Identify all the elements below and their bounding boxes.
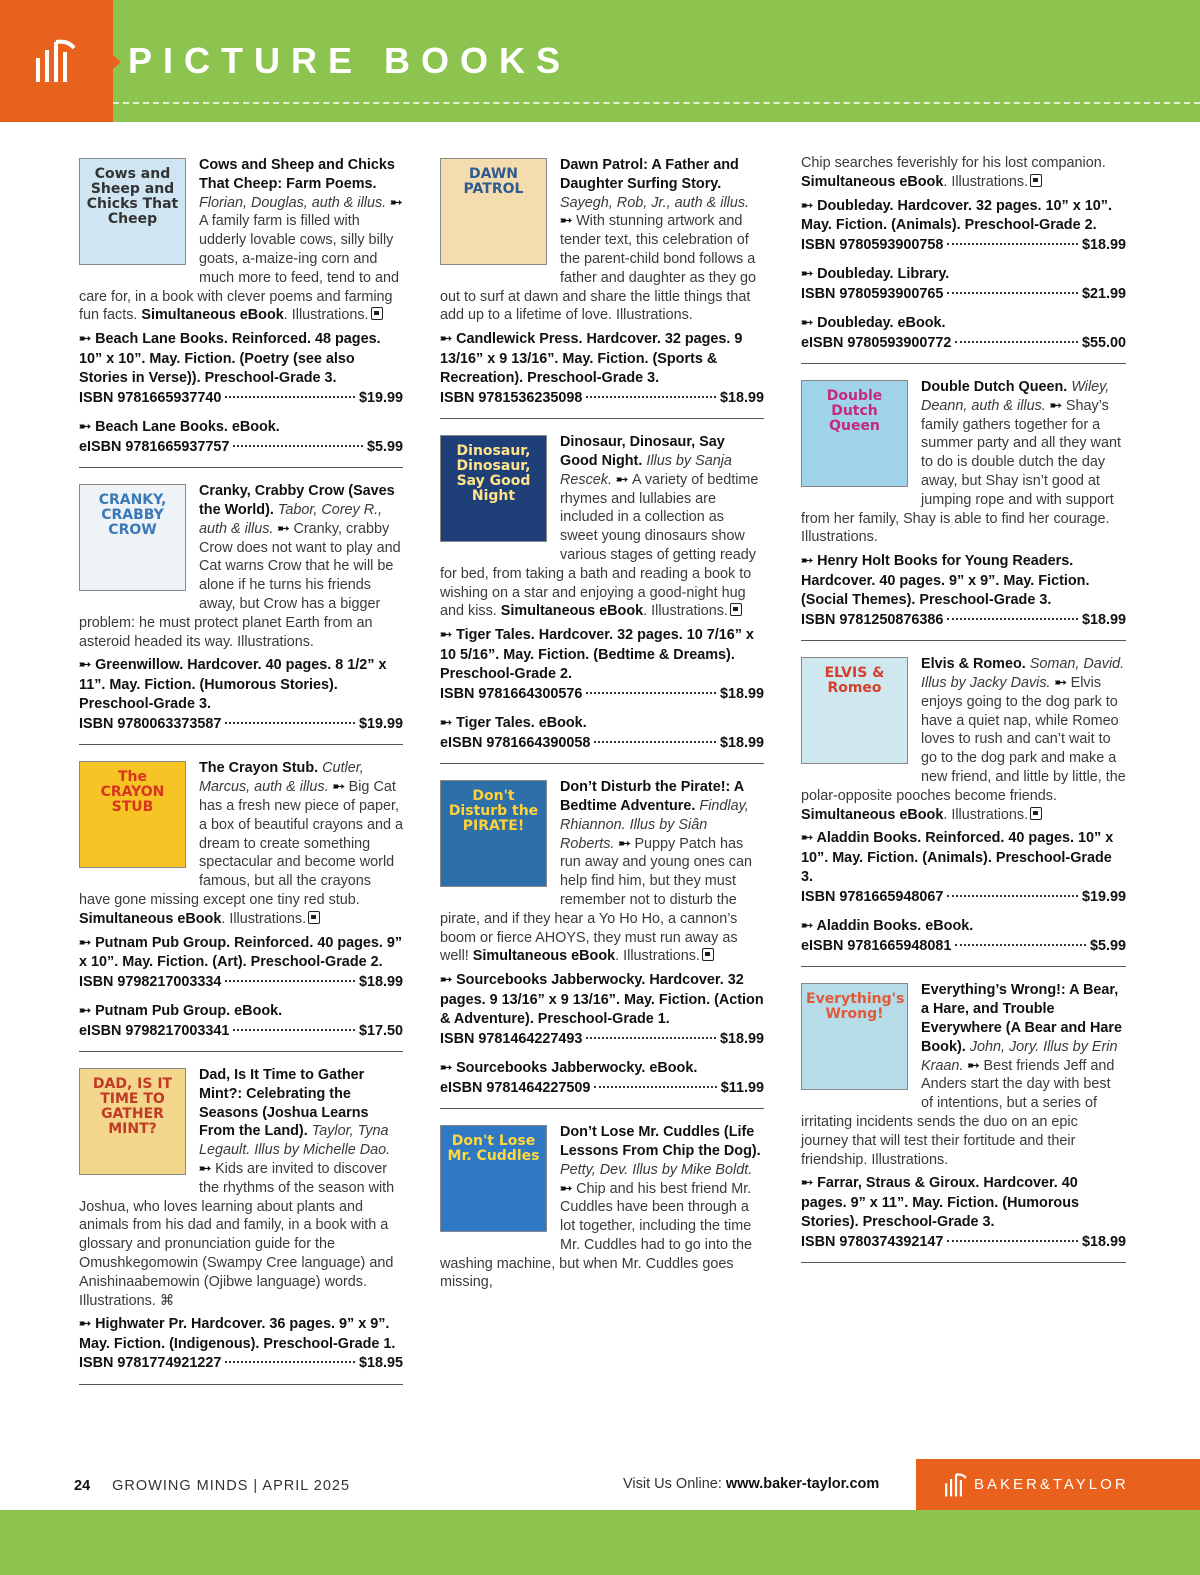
book-cover[interactable] bbox=[801, 380, 908, 487]
book-summary: Elvis enjoys going to the dog park to have a quiet nap, while Romeo loves to rush and can’t wait to go to the dog park and make a new friend, and little by little, the polar-opposite pooches become friends. bbox=[801, 675, 1126, 804]
book-entry bbox=[801, 154, 1126, 364]
arrow-icon: ➸ bbox=[277, 520, 294, 537]
dot-leader bbox=[947, 292, 1078, 294]
arrow-icon: ➸ bbox=[618, 835, 635, 852]
ebook-icon bbox=[371, 307, 383, 320]
illustrations-label: . Illustrations. bbox=[643, 603, 728, 620]
simultaneous-ebook-label: Simultaneous eBook bbox=[472, 948, 616, 965]
illustrations-label: . Illustrations. bbox=[615, 948, 700, 965]
isbn: eISBN 9781664390058 bbox=[440, 734, 591, 751]
isbn-price-line bbox=[801, 334, 1126, 354]
isbn: ISBN 9781536235098 bbox=[440, 389, 583, 406]
visit-label: Visit Us Online: bbox=[623, 1476, 726, 1492]
book-summary: Best friends Jeff and Anders start the day with best of intentions, but a series of irritating incidents sends the duo on an epic journey that will test their fortitude and their friendship. Illustrations. bbox=[801, 1057, 1115, 1168]
book-cover[interactable] bbox=[79, 158, 186, 265]
edition-info bbox=[79, 1315, 403, 1374]
book-entry bbox=[801, 653, 1126, 967]
edition-details: Aladdin Books. Reinforced. 40 pages. 10” x 10”. May. Fiction. (Animals). Preschool-Grade 3. bbox=[801, 830, 1114, 886]
edition-details: Doubleday. Library. bbox=[817, 266, 950, 283]
dot-leader bbox=[947, 618, 1078, 620]
simultaneous-ebook-label: Simultaneous eBook bbox=[79, 910, 222, 927]
edition-info bbox=[801, 265, 1126, 304]
arrow-icon: ➸ bbox=[801, 830, 817, 847]
book-entry bbox=[79, 480, 403, 745]
book-summary: Big Cat has a fresh new piece of paper, a box of beautiful crayons and a dream to create something spectacular and become world famous, but all the crayons have gone missing except one tiny red stub. bbox=[79, 779, 404, 908]
book-author: Florian, Douglas, auth & illus. bbox=[199, 194, 387, 211]
edition-info bbox=[801, 552, 1126, 630]
book-title: Don’t Disturb the Pirate!: A Bedtime Adventure. bbox=[560, 779, 744, 814]
book-author: Petty, Dev. Illus by Mike Boldt. bbox=[560, 1161, 753, 1178]
isbn-price-line bbox=[440, 1030, 764, 1050]
price: $18.99 bbox=[719, 685, 764, 702]
book-cover[interactable] bbox=[79, 484, 186, 591]
book-author: Wiley, Deann, auth & illus. bbox=[921, 379, 1110, 414]
book-summary: Cranky, crabby Crow does not want to play and Cat warns Crow that he will be alone if he turns his friends away, but Crow has a bigger problem: he must protect planet Earth from an asteroid headed its way. Illustrations. bbox=[79, 520, 401, 650]
book-author: Cutler, Marcus, auth & illus. bbox=[199, 760, 364, 796]
book-author: John, Jory. Illus by Erin Kraan. bbox=[921, 1038, 1118, 1074]
edition-info bbox=[79, 1002, 403, 1041]
price: $18.95 bbox=[358, 1355, 403, 1372]
website-link[interactable]: www.baker-taylor.com bbox=[725, 1476, 880, 1492]
edition-info bbox=[440, 1059, 764, 1098]
book-summary: A variety of bedtime rhymes and lullabies are included in a collection as sweet young dinosaurs show various stages of getting ready for bed, from taking a bath and reading a book to wishing on a star and enjoying a good-night hug and kiss. bbox=[440, 471, 759, 620]
dot-leader bbox=[225, 722, 355, 724]
isbn: ISBN 9781464227493 bbox=[440, 1030, 583, 1047]
dot-leader bbox=[947, 243, 1078, 245]
price: $55.00 bbox=[1081, 334, 1126, 351]
edition-details: Sourcebooks Jabberwocky. eBook. bbox=[456, 1060, 698, 1077]
arrow-icon: ➸ bbox=[440, 972, 457, 989]
dot-leader bbox=[586, 1037, 716, 1039]
arrow-icon: ➸ bbox=[390, 194, 403, 211]
isbn: ISBN 9781774921227 bbox=[79, 1355, 222, 1372]
illustrations-label: . Illustrations. bbox=[221, 910, 307, 927]
footer-visit bbox=[623, 1476, 879, 1492]
arrow-icon: ➸ bbox=[967, 1057, 984, 1074]
book-author: Findlay, Rhiannon. Illus by Siân Roberts. bbox=[560, 797, 749, 852]
book-cover[interactable] bbox=[440, 780, 547, 887]
book-cover-title: DAWN PATROL bbox=[463, 166, 524, 197]
edition-info bbox=[440, 971, 764, 1049]
arrow-icon: ➸ bbox=[1049, 397, 1066, 414]
arrow-icon: ➸ bbox=[801, 1175, 818, 1192]
book-summary: Shay’s family gathers together for a summer party and all they want to do is double dutch the day away, but Shay isn’t good at jumping rope and with support from her family, Shay is able to find her courage. Illustrations. bbox=[801, 397, 1121, 546]
edition-details: Beach Lane Books. eBook. bbox=[95, 419, 280, 436]
isbn-price-line bbox=[801, 888, 1126, 908]
arrow-icon: ➸ bbox=[79, 419, 96, 436]
arrow-icon: ➸ bbox=[332, 779, 349, 796]
isbn: ISBN 9780593900765 bbox=[801, 285, 944, 302]
book-title: Dawn Patrol: A Father and Daughter Surfing Story. bbox=[560, 157, 739, 192]
edition-info bbox=[440, 330, 764, 408]
arrow-icon: ➸ bbox=[801, 315, 818, 332]
book-cover-title: Double Dutch Queen bbox=[826, 388, 883, 435]
isbn-price-line bbox=[79, 1354, 403, 1374]
book-author: Taylor, Tyna Legault. Illus by Michelle Dao. bbox=[199, 1123, 391, 1159]
book-description-block bbox=[801, 154, 1126, 192]
book-title: Everything’s Wrong!: A Bear, a Hare, and Trouble Everywhere (A Bear and Hare Book). bbox=[921, 982, 1123, 1055]
edition-info bbox=[79, 656, 403, 734]
edition-details: Sourcebooks Jabberwocky. Hardcover. 32 pages. 9 13/16” x 9 13/16”. May. Fiction. (Action & Adventure). Preschool-Grade 1. bbox=[440, 972, 764, 1028]
book-author: Tabor, Corey R., auth & illus. bbox=[199, 501, 383, 537]
book-cover-title: Don't Lose Mr. Cuddles bbox=[447, 1133, 540, 1165]
book-title: Don’t Lose Mr. Cuddles (Life Lessons From Chip the Dog). bbox=[560, 1124, 761, 1159]
price: $19.99 bbox=[358, 715, 403, 732]
price: $11.99 bbox=[720, 1079, 764, 1096]
isbn-price-line bbox=[79, 715, 403, 735]
simultaneous-ebook-label: Simultaneous eBook bbox=[500, 603, 644, 620]
arrow-icon: ➸ bbox=[615, 471, 633, 488]
book-summary: With stunning artwork and tender text, this celebration of the parent-child bond follows a father and daughter as they go out to surf at dawn and share the little things that add up to a lifetime of love. Illustrations. bbox=[440, 213, 757, 324]
book-entry bbox=[79, 154, 403, 468]
edition-info bbox=[79, 418, 403, 457]
price: $18.99 bbox=[1081, 236, 1126, 253]
book-cover[interactable] bbox=[440, 158, 547, 265]
book-cover[interactable] bbox=[801, 983, 908, 1090]
book-entry bbox=[801, 979, 1126, 1263]
column-1 bbox=[79, 154, 403, 1397]
isbn: eISBN 9781665937757 bbox=[79, 438, 230, 455]
ebook-icon bbox=[730, 603, 742, 616]
price: $5.99 bbox=[1089, 937, 1126, 954]
isbn: eISBN 9781665948081 bbox=[801, 937, 952, 954]
publication-name: GROWING MINDS | APRIL 2025 bbox=[112, 1478, 351, 1494]
isbn-price-line bbox=[440, 685, 764, 705]
arrow-icon: ➸ bbox=[560, 1180, 577, 1197]
book-entry bbox=[440, 431, 764, 764]
isbn: ISBN 9781665948067 bbox=[801, 888, 944, 905]
book-cover-title: ELVIS & Romeo bbox=[824, 665, 885, 697]
edition-details: Tiger Tales. Hardcover. 32 pages. 10 7/16” x 10 5/16”. May. Fiction. (Bedtime & Dreams). Preschool-Grade 2. bbox=[440, 627, 754, 683]
isbn-price-line bbox=[79, 973, 403, 993]
header-divider bbox=[113, 102, 1200, 104]
book-summary: Kids are invited to discover the rhythms of the season with Joshua, who loves learning about plants and animals from his dad and family, in a book with a glossary and pronunciation guide for the Omushkegomowin (Swampy Cree language) and Anishinaabemowin (Ojibwe language) words. Illustrations. ⌘ bbox=[79, 1161, 395, 1309]
price: $17.50 bbox=[358, 1022, 403, 1039]
isbn-price-line bbox=[79, 389, 403, 409]
isbn: ISBN 9780374392147 bbox=[801, 1233, 944, 1250]
isbn-price-line bbox=[440, 734, 764, 754]
baker-taylor-logo-icon bbox=[34, 38, 78, 84]
isbn: ISBN 9798217003334 bbox=[79, 973, 222, 990]
book-title: Elvis & Romeo. bbox=[921, 656, 1026, 673]
arrow-icon: ➸ bbox=[801, 553, 818, 570]
illustrations-label: . Illustrations. bbox=[943, 806, 1029, 823]
price: $18.99 bbox=[719, 1030, 764, 1047]
price: $18.99 bbox=[358, 973, 403, 990]
arrow-icon: ➸ bbox=[801, 266, 818, 283]
isbn: eISBN 9798217003341 bbox=[79, 1022, 230, 1039]
edition-details: Tiger Tales. eBook. bbox=[456, 715, 587, 732]
price: $18.99 bbox=[719, 734, 764, 751]
dot-leader bbox=[225, 396, 355, 398]
book-cover[interactable] bbox=[79, 1068, 186, 1175]
edition-info bbox=[801, 314, 1126, 353]
isbn: ISBN 9780063373587 bbox=[79, 715, 222, 732]
simultaneous-ebook-label: Simultaneous eBook bbox=[141, 307, 284, 324]
isbn: ISBN 9781665937740 bbox=[79, 389, 222, 406]
edition-info bbox=[801, 197, 1126, 256]
baker-taylor-logo-icon bbox=[944, 1472, 968, 1498]
arrow-icon: ➸ bbox=[560, 213, 577, 230]
edition-info bbox=[801, 1174, 1126, 1252]
book-summary: Chip searches feverishly for his lost companion. bbox=[801, 155, 1106, 171]
isbn-price-line bbox=[801, 1233, 1126, 1253]
edition-info bbox=[801, 829, 1126, 907]
book-title: Cows and Sheep and Chicks That Cheep: Farm Poems. bbox=[199, 157, 395, 192]
book-cover[interactable] bbox=[801, 657, 908, 764]
price: $19.99 bbox=[1081, 888, 1126, 905]
price: $18.99 bbox=[1081, 611, 1126, 628]
page-title: PICTURE BOOKS bbox=[128, 40, 572, 81]
price: $5.99 bbox=[366, 438, 403, 455]
isbn-price-line bbox=[440, 389, 764, 409]
arrow-icon: ➸ bbox=[801, 197, 818, 214]
arrow-icon: ➸ bbox=[440, 1060, 457, 1077]
book-title: Cranky, Crabby Crow (Saves the World). bbox=[199, 483, 395, 518]
edition-details: Putnam Pub Group. Reinforced. 40 pages. 9” x 10”. May. Fiction. (Art). Preschool-Grade 2. bbox=[79, 934, 403, 971]
book-cover-title: Dinosaur, Dinosaur, Say Good Night bbox=[456, 443, 531, 505]
edition-details: Farrar, Straus & Giroux. Hardcover. 40 pages. 9” x 11”. May. Fiction. (Humorous Stories). Preschool-Grade 3. bbox=[801, 1175, 1080, 1231]
edition-details: Putnam Pub Group. eBook. bbox=[95, 1003, 283, 1020]
arrow-icon: ➸ bbox=[440, 331, 457, 348]
arrow-icon: ➸ bbox=[79, 331, 96, 348]
book-entry bbox=[79, 1064, 403, 1385]
book-summary: Puppy Patch has run away and young ones can help find him, but they must remember not to disturb the pirate, and if they hear a Yo Ho Ho, a cannon’s boom or fierce AHOYS, they must run away as well! bbox=[440, 835, 753, 965]
edition-details: Doubleday. eBook. bbox=[817, 315, 946, 332]
arrow-icon: ➸ bbox=[440, 715, 457, 732]
book-entry bbox=[79, 757, 403, 1052]
illustrations-label: . Illustrations. bbox=[943, 173, 1029, 190]
book-title: Dinosaur, Dinosaur, Say Good Night. bbox=[560, 434, 725, 469]
dot-leader bbox=[233, 1029, 355, 1031]
book-cover-title: Everything's Wrong! bbox=[806, 991, 905, 1023]
simultaneous-ebook-label: Simultaneous eBook bbox=[801, 173, 944, 190]
dot-leader bbox=[586, 396, 716, 398]
price: $18.99 bbox=[1081, 1233, 1126, 1250]
edition-info bbox=[440, 626, 764, 704]
arrow-icon: ➸ bbox=[801, 918, 817, 935]
book-summary: Chip and his best friend Mr. Cuddles have been through a lot together, including the time Mr. Cuddles had to go into the washing machine, but when Mr. Cuddles goes missing, bbox=[440, 1180, 752, 1291]
book-cover-title: The CRAYON STUB bbox=[100, 769, 165, 816]
edition-info bbox=[79, 330, 403, 408]
dot-leader bbox=[955, 341, 1078, 343]
dot-leader bbox=[955, 944, 1086, 946]
dot-leader bbox=[947, 1240, 1078, 1242]
book-title: Dad, Is It Time to Gather Mint?: Celebrating the Seasons (Joshua Learns From the Land). bbox=[199, 1067, 369, 1140]
logo-box bbox=[0, 0, 113, 122]
arrow-icon: ➸ bbox=[79, 657, 96, 674]
arrow-icon: ➸ bbox=[79, 1003, 96, 1020]
dot-leader bbox=[594, 741, 716, 743]
price: $21.99 bbox=[1081, 285, 1126, 302]
isbn-price-line bbox=[801, 236, 1126, 256]
edition-details: Beach Lane Books. Reinforced. 48 pages. 10” x 10”. May. Fiction. (Poetry (see also Stories in Verse)). Preschool-Grade 3. bbox=[79, 331, 381, 387]
simultaneous-ebook-label: Simultaneous eBook bbox=[801, 806, 944, 823]
ebook-icon bbox=[308, 911, 320, 924]
book-cover-title: DAD, IS IT TIME TO GATHER MINT? bbox=[92, 1076, 173, 1138]
book-summary: A family farm is filled with udderly lovable cows, silly billy goats, a-maize-ing corn and much more to feed, tend to and care for, in a book with clever poems and farming fun facts. bbox=[79, 213, 399, 324]
dot-leader bbox=[586, 692, 716, 694]
page-header bbox=[0, 0, 1200, 122]
isbn: eISBN 9780593900772 bbox=[801, 334, 952, 351]
header-arrow-icon bbox=[113, 55, 121, 69]
isbn: eISBN 9781464227509 bbox=[440, 1079, 591, 1096]
price: $19.99 bbox=[358, 389, 403, 406]
isbn-price-line bbox=[801, 937, 1126, 957]
book-author: Illus by Sanja Rescek. bbox=[560, 452, 732, 488]
column-3 bbox=[801, 154, 1126, 1275]
edition-details: Aladdin Books. eBook. bbox=[816, 918, 974, 935]
isbn-price-line bbox=[79, 1022, 403, 1042]
book-entry bbox=[440, 1121, 764, 1302]
footer-brand bbox=[916, 1459, 1200, 1510]
isbn-price-line bbox=[440, 1079, 764, 1099]
book-entry bbox=[440, 776, 764, 1109]
column-2 bbox=[440, 154, 764, 1314]
footer-info bbox=[74, 1478, 350, 1494]
isbn: ISBN 9781664300576 bbox=[440, 685, 583, 702]
illustrations-label: . Illustrations. bbox=[283, 307, 369, 324]
book-title: The Crayon Stub. bbox=[199, 760, 319, 777]
isbn-price-line bbox=[79, 438, 403, 458]
edition-details: Highwater Pr. Hardcover. 36 pages. 9” x 9”. May. Fiction. (Indigenous). Preschool-Grade 1. bbox=[79, 1316, 396, 1352]
page-number: 24 bbox=[74, 1478, 91, 1494]
brand-name: BAKER&TAYLOR bbox=[974, 1476, 1129, 1493]
book-title: Double Dutch Queen. bbox=[921, 379, 1068, 396]
dot-leader bbox=[947, 895, 1078, 897]
book-cover-title: CRANKY, CRABBY CROW bbox=[98, 492, 167, 539]
arrow-icon: ➸ bbox=[199, 1161, 216, 1177]
edition-details: Doubleday. Hardcover. 32 pages. 10” x 10”. May. Fiction. (Animals). Preschool-Grade 2. bbox=[801, 197, 1112, 234]
ebook-icon bbox=[1030, 174, 1042, 187]
book-entry bbox=[440, 154, 764, 419]
arrow-icon: ➸ bbox=[79, 1316, 96, 1333]
edition-info bbox=[440, 714, 764, 753]
isbn-price-line bbox=[801, 285, 1126, 305]
edition-info bbox=[801, 917, 1126, 956]
book-cover[interactable] bbox=[79, 761, 186, 868]
dot-leader bbox=[233, 445, 363, 447]
price: $18.99 bbox=[719, 389, 764, 406]
dot-leader bbox=[225, 980, 355, 982]
edition-details: Greenwillow. Hardcover. 40 pages. 8 1/2” x 11”. May. Fiction. (Humorous Stories). Preschool-Grade 3. bbox=[79, 657, 387, 713]
isbn-price-line bbox=[801, 611, 1126, 631]
book-author: Soman, David. Illus by Jacky Davis. bbox=[921, 656, 1125, 692]
dot-leader bbox=[225, 1361, 355, 1363]
book-entry bbox=[801, 376, 1126, 641]
footer-bar bbox=[0, 1510, 1200, 1575]
arrow-icon: ➸ bbox=[79, 934, 96, 951]
isbn: ISBN 9781250876386 bbox=[801, 611, 944, 628]
edition-details: Candlewick Press. Hardcover. 32 pages. 9 13/16” x 9 13/16”. May. Fiction. (Sports & Recreation). Preschool-Grade 3. bbox=[440, 331, 743, 387]
book-cover-title: Don't Disturb the PIRATE! bbox=[448, 788, 539, 835]
book-cover-title: Cows and Sheep and Chicks That Cheep bbox=[86, 166, 179, 227]
book-cover[interactable] bbox=[440, 435, 547, 542]
arrow-icon: ➸ bbox=[1054, 675, 1071, 692]
arrow-icon: ➸ bbox=[440, 627, 457, 644]
ebook-icon bbox=[702, 948, 714, 961]
ebook-icon bbox=[1030, 807, 1042, 820]
book-author: Sayegh, Rob, Jr., auth & illus. bbox=[560, 194, 750, 211]
isbn: ISBN 9780593900758 bbox=[801, 236, 944, 253]
book-cover[interactable] bbox=[440, 1125, 547, 1232]
edition-details: Henry Holt Books for Young Readers. Hardcover. 40 pages. 9” x 9”. May. Fiction. (Social Themes). Preschool-Grade 3. bbox=[801, 553, 1090, 609]
edition-info bbox=[79, 934, 403, 993]
dot-leader bbox=[594, 1086, 716, 1088]
